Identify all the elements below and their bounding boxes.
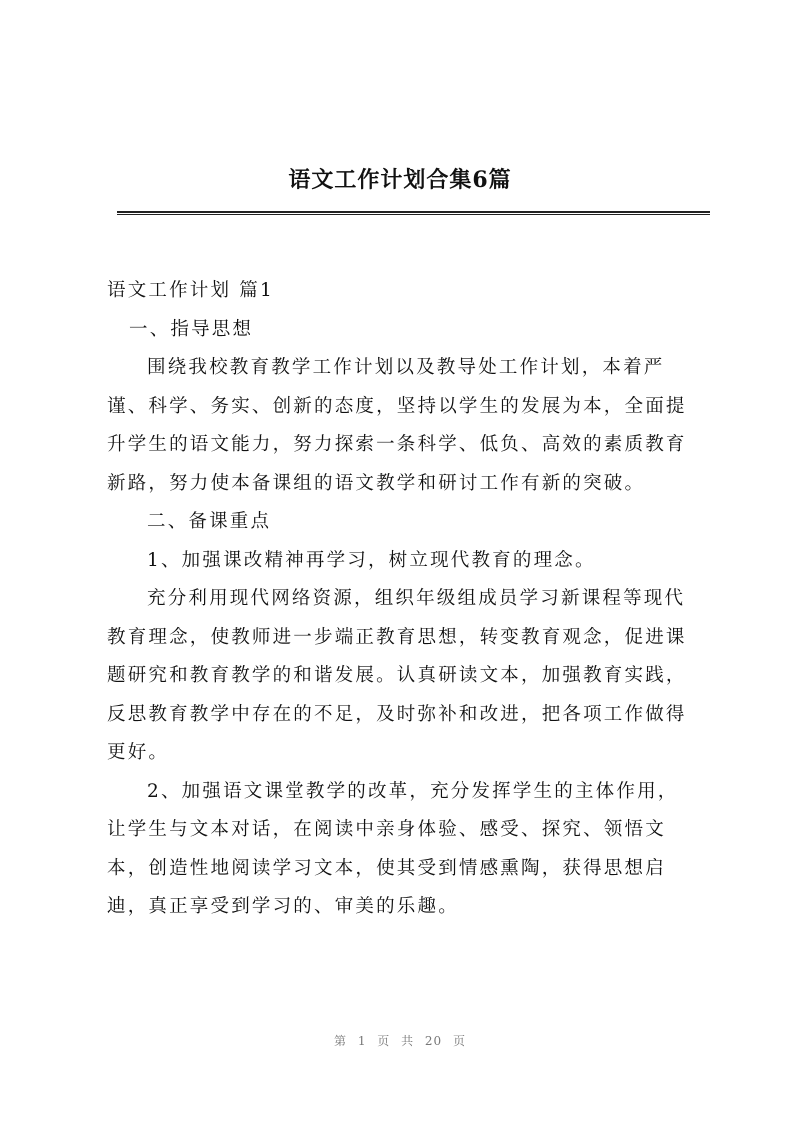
subheading: 二、备课重点 <box>147 511 272 532</box>
paragraph-line: 谨、科学、务实、创新的态度，坚持以学生的发展为本，全面提 <box>107 395 687 417</box>
paragraph-line: 迪，真正享受到学习的、审美的乐趣。 <box>107 896 459 917</box>
paragraph-line: 1、加强课改精神再学习，树立现代教育的理念。 <box>147 549 596 571</box>
title-divider <box>117 211 710 215</box>
paragraph-line: 更好。 <box>107 742 170 763</box>
section-heading: 语文工作计划 篇1 <box>107 280 274 301</box>
page-number: 第 1 页 共 20 页 <box>334 1034 466 1048</box>
paragraph-line: 升学生的语文能力，努力探索一条科学、低负、高效的素质教育 <box>107 434 687 455</box>
paragraph-line: 新路，努力使本备课组的语文教学和研讨工作有新的突破。 <box>107 472 646 494</box>
paragraph-line: 围绕我校教育教学工作计划以及教导处工作计划，本着严 <box>147 357 665 378</box>
paragraph-line: 充分利用现代网络资源，组织年级组成员学习新课程等现代 <box>147 588 686 609</box>
paragraph-line: 让学生与文本对话，在阅读中亲身体验、感受、探究、领悟文 <box>107 819 666 840</box>
document-title: 语文工作计划合集6篇 <box>288 167 512 193</box>
paragraph-line: 题研究和教育教学的和谐发展。认真研读文本，加强教育实践， <box>107 665 687 686</box>
paragraph-line: 2、加强语文课堂教学的改革，充分发挥学生的主体作用， <box>147 780 679 802</box>
paragraph-line: 本，创造性地阅读学习文本，使其受到情感熏陶，获得思想启 <box>107 857 666 879</box>
document-body <box>107 272 707 927</box>
subheading: 一、指导思想 <box>129 318 254 340</box>
paragraph-line: 反思教育教学中存在的不足，及时弥补和改进，把各项工作做得 <box>107 703 687 725</box>
paragraph-line: 教育理念，使教师进一步端正教育思想，转变教育观念，促进课 <box>107 626 687 648</box>
